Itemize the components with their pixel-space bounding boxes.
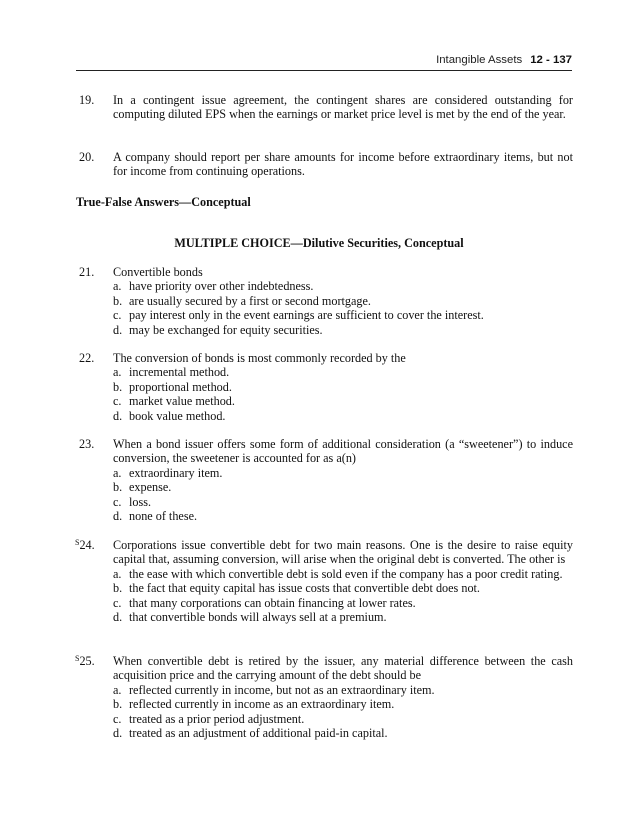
question-number: $^S$25. (75, 654, 95, 668)
header-title: Intangible Assets (436, 54, 523, 66)
question-stem: In a contingent issue agreement, the contingent shares are considered outstanding for computing diluted EPS when the earnings or market price level is met by the end of the year. (113, 93, 573, 122)
option-b: b. reflected currently in income as an extraordinary item. (113, 697, 395, 712)
running-header (76, 52, 572, 71)
question-number: $^S$24. (75, 538, 95, 552)
option-c: c. treated as a prior period adjustment. (113, 711, 305, 726)
question-24 (75, 538, 573, 625)
option-b: b. expense. (113, 480, 172, 495)
question-stem: A company should report per share amounts for income before extraordinary items, but not for income from continuing operations. (113, 150, 573, 179)
question-stem: Corporations issue convertible debt for two main reasons. One is the desire to raise equity capital that, assuming conversion, will arise when the original debt is converted. The other is (113, 538, 573, 567)
option-c: c. loss. (113, 494, 152, 509)
option-b: b. proportional method. (113, 379, 232, 394)
option-d: d. treated as an adjustment of additional paid-in capital. (113, 726, 388, 741)
option-a: a. incremental method. (113, 365, 230, 380)
question-20 (79, 150, 573, 179)
option-a: a. reflected currently in income, but not as an extraordinary item. (113, 682, 435, 697)
question-number: 21. (79, 265, 95, 279)
option-b: b. are usually secured by a first or second mortgage. (113, 293, 371, 308)
question-stem: Convertible bonds (113, 265, 203, 279)
question-stem: When a bond issuer offers some form of additional consideration (a “sweetener”) to induce conversion, the sweetener is accounted for as a(n) (113, 437, 573, 466)
page-number: 12 - 137 (530, 54, 572, 66)
option-b: b. the fact that equity capital has issue costs that convertible debt does not. (113, 581, 480, 596)
question-21 (79, 265, 573, 337)
option-d: d. book value method. (113, 408, 226, 423)
section-title: MULTIPLE CHOICE—Dilutive Securities, Conceptual (174, 236, 464, 250)
question-stem: When convertible debt is retired by the issuer, any material difference between the cash acquisition price and the carrying amount of the debt should be (113, 654, 573, 683)
option-c: c. that many corporations can obtain financing at lower rates. (113, 595, 416, 610)
option-d: d. may be exchanged for equity securities. (113, 322, 323, 337)
answers-heading: True-False Answers—Conceptual (76, 195, 251, 209)
option-c: c. market value method. (113, 394, 235, 409)
option-a: a. have priority over other indebtedness. (113, 279, 314, 294)
option-a: a. extraordinary item. (113, 465, 223, 480)
question-19 (79, 93, 573, 122)
question-number: 22. (79, 351, 95, 365)
question-number: 20. (79, 150, 95, 164)
question-23 (79, 437, 573, 523)
option-d: d. that convertible bonds will always sell at a premium. (113, 610, 387, 625)
question-number: 23. (79, 437, 95, 451)
option-d: d. none of these. (113, 509, 198, 524)
option-c: c. pay interest only in the event earnings are sufficient to cover the interest. (113, 308, 484, 323)
question-number: 19. (79, 93, 95, 107)
option-a: a. the ease with which convertible debt is sold even if the company has a poor credit rating. (113, 566, 563, 581)
question-stem: The conversion of bonds is most commonly recorded by the (113, 351, 406, 365)
question-25 (75, 654, 573, 741)
question-22 (79, 351, 573, 423)
